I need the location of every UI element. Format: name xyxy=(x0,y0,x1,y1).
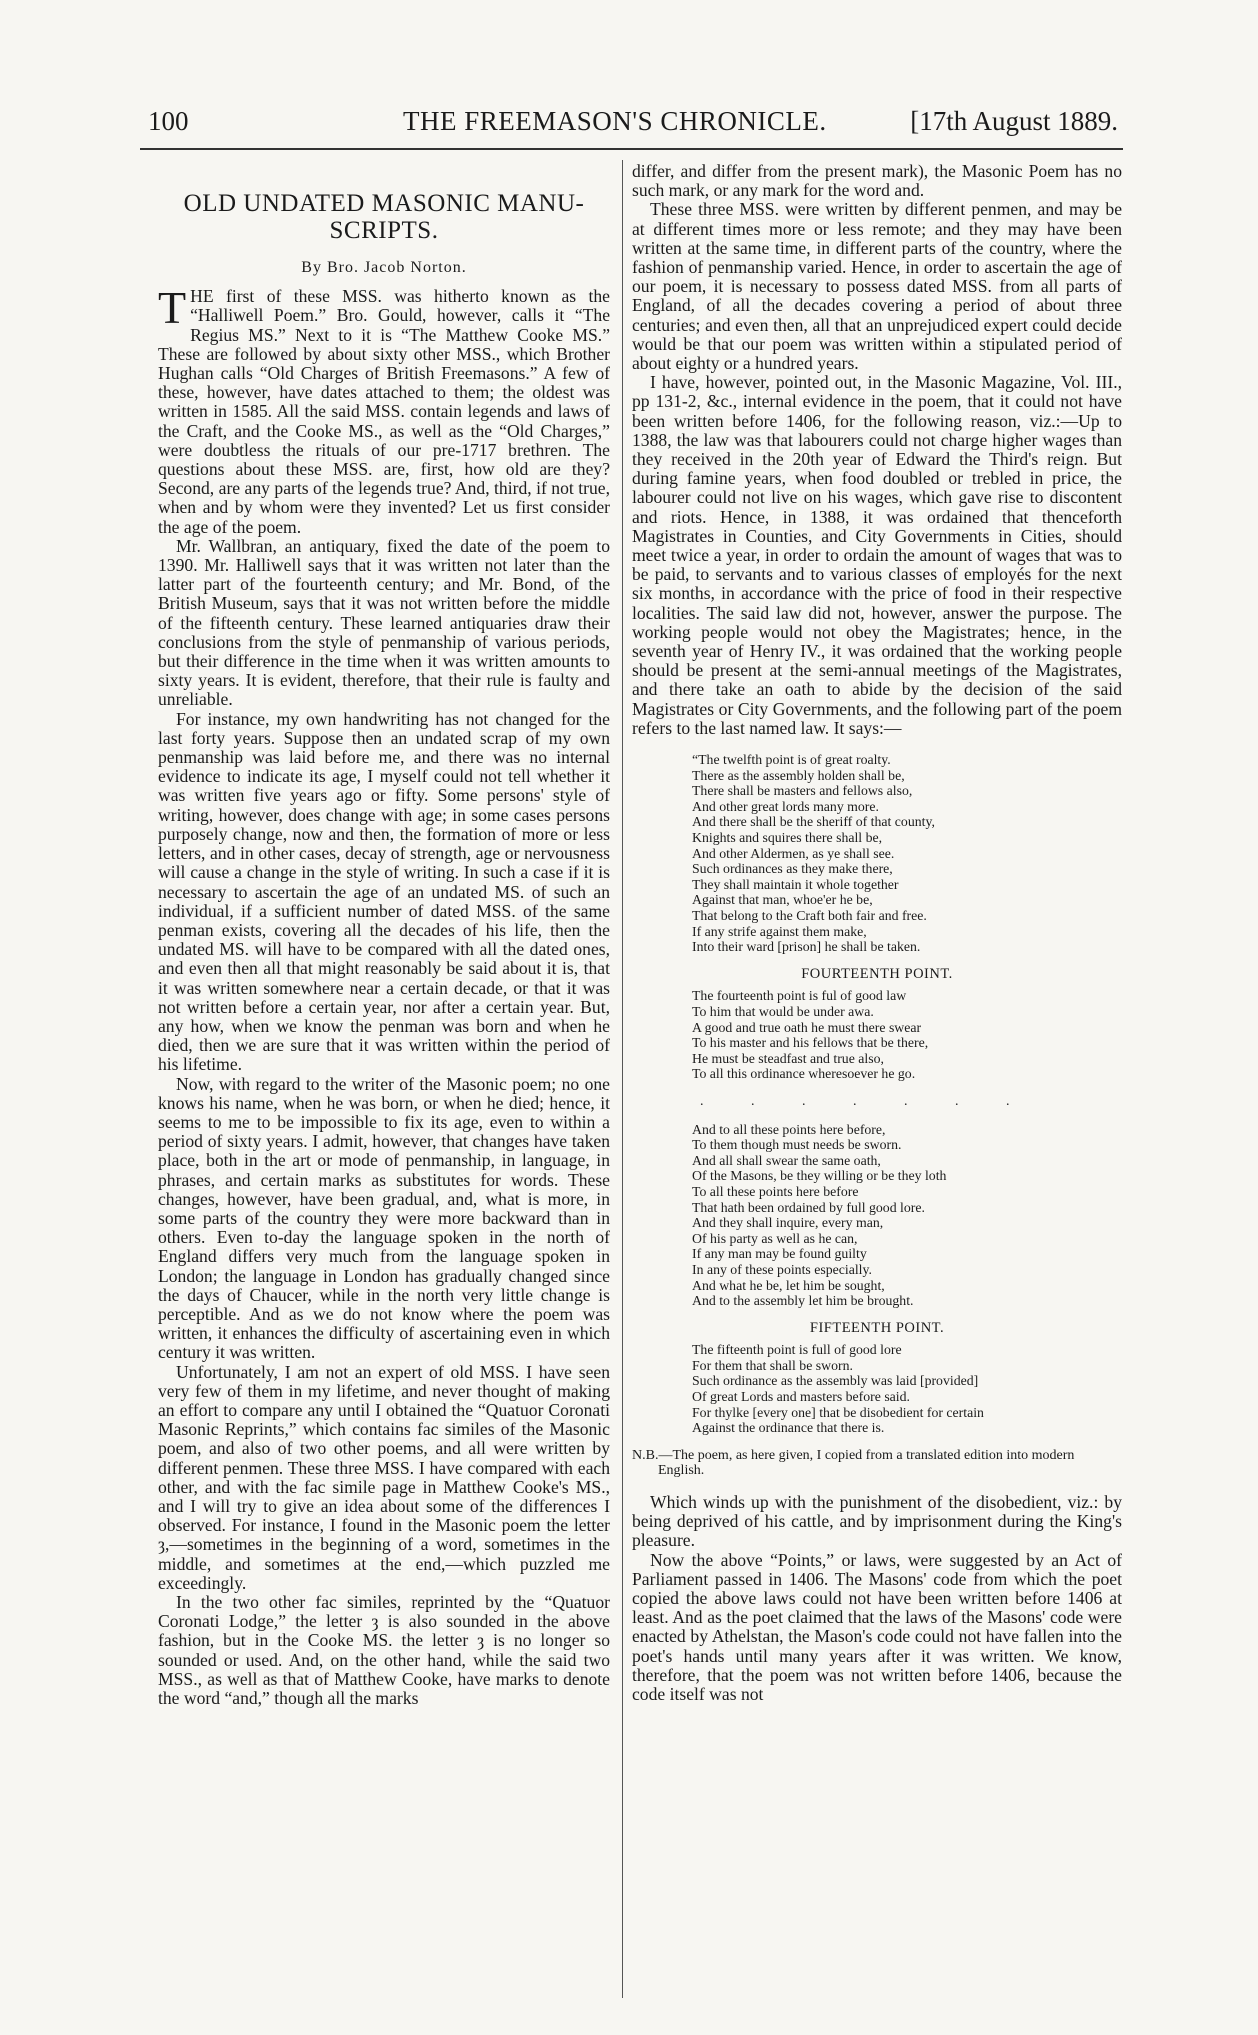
drop-cap: T xyxy=(158,282,187,334)
poem-line: There shall be masters and fellows also, xyxy=(692,783,913,799)
poem-stanza-fifteenth-point xyxy=(692,1342,1122,1436)
paragraph: I have, however, pointed out, in the Masonic Magazine, Vol. III., pp 131-2, &c., internal evidence in the poem, that it could not have been written before 1406, for the following reason, viz.:—Up to 1388, the law was that labourers could not charge higher wages than they received in the 20th year of Edward the Third's reign. But during famine years, when food doubled or trebled in price, the labourer could not live on his wages, which gave rise to discontent and riots. Hence, in 1388, it was ordained that thenceforth Magistrates in Counties, and City Governments in Cities, should meet twice a year, in order to ordain the amount of wages that was to be paid, to servants and to various classes of employés for the next six months, in accordance with the price of food in their respective localities. The said law did not, however, answer the purpose. The working people would not obey the Magistrates; hence, in the seventh year of Henry IV., it was ordained that the working people should be present at the semi-annual meetings of the Magistrates, and there take an oath to abide by the decision of the said Magistrates or City Governments, and the following part of the poem refers to the last named law. It says:— xyxy=(632,372,1122,738)
poem-line: To all these points here before xyxy=(692,1183,859,1199)
paragraph-text: HE first of these MSS. was hitherto known as the “Halliwell Poem.” Bro. Gould, however, calls it “The Regius MS.” Next to it is “The Matthew Cooke MS.” These are followed by about sixty other MSS., which Brother Hughan calls “Old Charges of British Freemasons.” A few of these, however, have dates attached to them; the oldest was written in 1585. All the said MSS. contain legends and laws of the Craft, and the Cooke MS., as well as the “Old Charges,” were doubtless the rituals of our pre-1717 brethren. The questions about these MSS. are, first, how old are they? Second, are any parts of the legends true? And, third, if not true, when and by whom were they invented? Let us first consider the age of the poem. xyxy=(158,286,610,537)
poem-line: There as the assembly holden shall be, xyxy=(692,767,905,783)
issue-date: [17th August 1889. xyxy=(910,106,1118,136)
header-rule xyxy=(140,148,1123,150)
poem-line: To them though must needs be sworn. xyxy=(692,1137,902,1153)
poem-line: If any strife against them make, xyxy=(692,923,867,939)
publication-title: THE FREEMASON'S CHRONICLE. xyxy=(403,106,827,136)
article-title xyxy=(158,190,610,244)
poem-line: Such ordinance as the assembly was laid [provided] xyxy=(692,1373,979,1389)
poem-line: They shall maintain it whole together xyxy=(692,876,899,892)
paragraph: These three MSS. were written by different penmen, and may be at different times more or less remote; and they may have been written at the same time, in different parts of the country, where the fashion of penmanship varied. Hence, in order to ascertain the age of our poem, it is necessary to possess dated MSS. from all parts of England, of all the decades covering a period of about three centuries; and even then, all that an unprejudiced expert could decide would be that our poem was written within a stipulated period of about eighty or a hundred years. xyxy=(632,199,1122,374)
left-column xyxy=(158,162,610,1708)
poem-line: The fifteenth point is full of good lore xyxy=(692,1342,902,1358)
poem-line: And other great lords many more. xyxy=(692,798,879,814)
poem-line: Such ordinances as they make there, xyxy=(692,861,893,877)
poem-line: That belong to the Craft both fair and free. xyxy=(692,908,927,924)
page-number: 100 xyxy=(148,106,189,136)
article-title-line1: OLD UNDATED MASONIC MANU- xyxy=(183,190,585,217)
article-title-line2: SCRIPTS. xyxy=(329,217,439,244)
poem-line: And there shall be the sheriff of that county, xyxy=(692,814,935,830)
poem-line: Of great Lords and masters before said. xyxy=(692,1389,910,1405)
poem-line: To all this ordinance wheresoever he go. xyxy=(692,1066,916,1082)
poem-line: He must be steadfast and true also, xyxy=(692,1050,884,1066)
poem-line: To his master and his fellows that be there, xyxy=(692,1035,929,1051)
poem-line: Of his party as well as he can, xyxy=(692,1230,858,1246)
paragraph xyxy=(158,282,610,537)
paragraph: For instance, my own handwriting has not changed for the last forty years. Suppose then an undated scrap of my own penmanship was laid before me, and there was no internal evidence to indicate its age, I myself could not tell whether it was written five years ago or fifty. Some persons' style of writing, however, does change with age; in some cases persons purposely change, now and then, the formation of more or less letters, and in other cases, decay of strength, age or nervousness will cause a change in the style of writing. In such a case if it is necessary to ascertain the age of an undated MS. of such an individual, if a sufficient number of dated MSS. of the same penman exists, covering all the decades of his life, then the undated MS. will have to be compared with all the dated ones, and even then all that might reasonably be said about it is, that it was written somewhere near a certain decade, or that it was not written before a certain year, nor after a certain year. But, any how, when we know the penman was born and when he died, then we are sure that it was written within the period of his lifetime. xyxy=(158,708,610,1075)
right-column xyxy=(632,162,1122,1704)
column-divider xyxy=(622,160,623,1998)
paragraph: differ, and differ from the present mark), the Masonic Poem has no such mark, or any mark for the word and. xyxy=(632,161,1122,201)
byline: By Bro. Jacob Norton. xyxy=(301,259,467,276)
poem-line: Of the Masons, be they willing or be they loth xyxy=(692,1168,947,1184)
poem-line: A good and true oath he must there swear xyxy=(692,1019,922,1035)
poem-line: And other Aldermen, as ye shall see. xyxy=(692,845,895,861)
poem-stanza-twelfth-point xyxy=(692,752,1122,955)
poem-line: Against that man, whoe'er he be, xyxy=(692,892,873,908)
poem-line: And all shall swear the same oath, xyxy=(692,1152,881,1168)
ellipsis-dots: . . . . . . . xyxy=(700,1093,1032,1109)
poem-line: If any man may be found guilty xyxy=(692,1246,867,1262)
paragraph: Mr. Wallbran, an antiquary, fixed the date of the poem to 1390. Mr. Halliwell says that it was written not later than the latter part of the fourteenth century; and Mr. Bond, of the British Museum, says that it was not written before the middle of the fifteenth century. These learned antiquaries draw their conclusions from the style of penmanship of various periods, but their difference in the time when it was written amounts to sixty years. It is evident, therefore, that their rule is faulty and unreliable. xyxy=(158,535,610,710)
poem-line: And they shall inquire, every man, xyxy=(692,1215,884,1231)
paragraph: In the two other fac similes, reprinted by the “Quatuor Coronati Lodge,” the letter ȝ is also sounded in the above fashion, but in the Cooke MS. the letter ȝ is no longer so sounded or used. And, on the other hand, while the said two MSS., as well as that of Matthew Cooke, have marks to denote the word “and,” though all the marks xyxy=(158,1592,610,1709)
paragraph: Now the above “Points,” or laws, were suggested by an Act of Parliament passed in 1406. The Masons' code from which the poet copied the above laws could not have been written before 1406 at least. And as the poet claimed that the laws of the Masons' code were enacted by Athelstan, the Mason's code could not have fallen into the poet's hands until many years after it was written. We know, therefore, that the poem was not written before 1406, because the code itself was not xyxy=(632,1549,1122,1705)
poem-line: Knights and squires there shall be, xyxy=(692,830,883,846)
editorial-note: N.B.—The poem, as here given, I copied from a translated edition into modern English. xyxy=(632,1447,1075,1479)
poem-line: The fourteenth point is ful of good law xyxy=(692,988,907,1004)
paragraph: Unfortunately, I am not an expert of old MSS. I have seen very few of them in my lifetime, and never thought of making an effort to compare any until I obtained the “Quatuor Coronati Masonic Reprints,” which contains fac similes of the Masonic poem, and also of two other poems, and all were written by different penmen. These three MSS. I have compared with each other, and with the fac simile page in Matthew Cooke's MS., and I will try to give an idea about some of the differences I observed. For instance, I found in the Masonic poem the letter ȝ,—sometimes in the beginning of a word, sometimes in the middle, and sometimes at the end,—which puzzled me exceedingly. xyxy=(158,1361,610,1593)
poem-line: In any of these points especially. xyxy=(692,1261,872,1277)
section-heading-fifteenth: FIFTEENTH POINT. xyxy=(809,1319,945,1336)
poem-line: Against the ordinance that there is. xyxy=(692,1420,885,1436)
poem-line: To him that would be under awa. xyxy=(692,1004,874,1019)
poem-line: And to all these points here before, xyxy=(692,1121,886,1137)
poem-line: Into their ward [prison] he shall be taken. xyxy=(692,939,921,955)
masthead xyxy=(138,100,1123,140)
poem-line: For them that shall be sworn. xyxy=(692,1357,853,1373)
poem-line: For thylke [every one] that be disobedient for certain xyxy=(692,1404,984,1420)
poem-stanza-fourteenth-point xyxy=(692,988,1122,1082)
poem-line: That hath been ordained by full good lore. xyxy=(692,1199,925,1215)
poem-stanza-continuation xyxy=(692,1122,1122,1309)
poem-line: “The twelfth point is of great roalty. xyxy=(692,752,891,768)
poem-line: And what he be, let him be sought, xyxy=(692,1277,885,1293)
poem-line: And to the assembly let him be brought. xyxy=(692,1293,914,1309)
paragraph: Now, with regard to the writer of the Masonic poem; no one knows his name, when he was born, or when he died; hence, it seems to me to be impossible to fix its age, even to within a period of sixty years. I admit, however, that changes have taken place, both in the art or mode of penmanship, in language, in phrases, and certain marks as substitutes for words. These changes, however, have been gradual, and, what is more, in some parts of the country they were more backward than in others. Even to-day the language spoken in the north of England differs very much from the language spoken in London; the language in London has gradually changed since the days of Chaucer, while in the north very little change is perceptible. And as we do not know where the poem was written, it enhances the difficulty of ascertaining even in which century it was written. xyxy=(158,1073,610,1363)
section-heading-fourteenth: FOURTEENTH POINT. xyxy=(801,965,953,982)
paragraph: Which winds up with the punishment of the disobedient, viz.: by being deprived of his cattle, and by imprisonment during the King's pleasure. xyxy=(632,1492,1122,1551)
poem-quotation xyxy=(692,752,1122,1436)
